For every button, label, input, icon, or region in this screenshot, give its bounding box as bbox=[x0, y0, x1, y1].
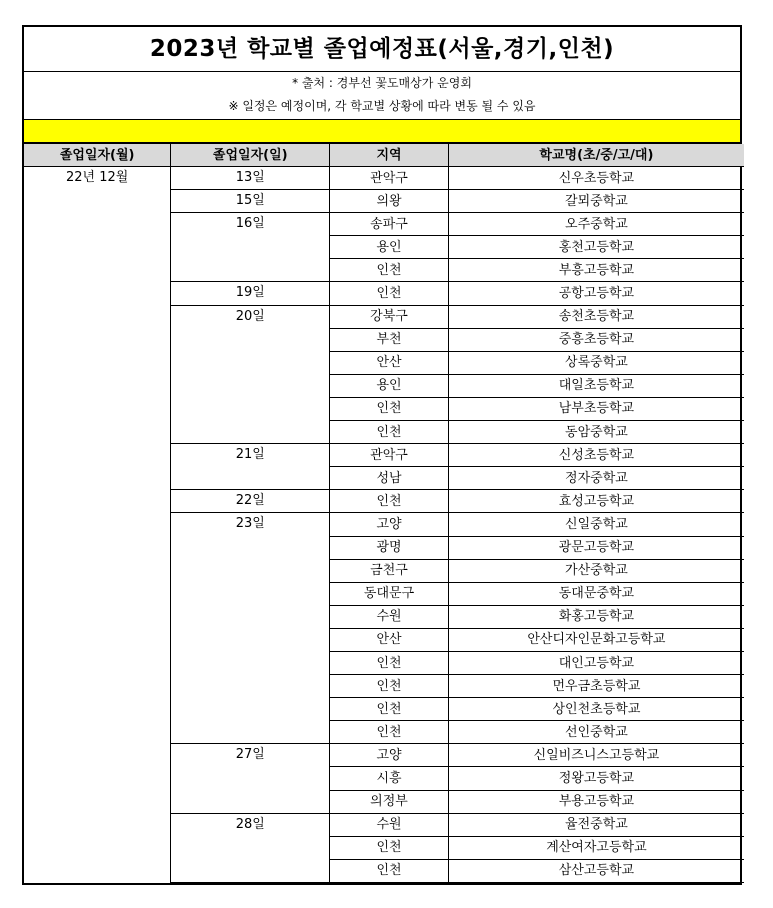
school-cell: 동대문중학교 bbox=[448, 582, 744, 605]
region-cell: 인천 bbox=[330, 721, 449, 744]
region-cell: 인천 bbox=[330, 859, 449, 882]
school-cell: 송천초등학교 bbox=[448, 305, 744, 328]
region-cell: 인천 bbox=[330, 397, 449, 420]
table-wrapper bbox=[22, 144, 742, 885]
region-cell: 부천 bbox=[330, 328, 449, 351]
school-cell: 화홍고등학교 bbox=[448, 605, 744, 628]
day-cell: 15일 bbox=[171, 190, 330, 213]
school-cell: 부흥고등학교 bbox=[448, 259, 744, 282]
school-cell: 효성고등학교 bbox=[448, 490, 744, 513]
region-cell: 금천구 bbox=[330, 559, 449, 582]
yellow-highlight-bar bbox=[24, 120, 740, 142]
school-cell: 상록중학교 bbox=[448, 351, 744, 374]
region-cell: 용인 bbox=[330, 374, 449, 397]
col-header-region: 지역 bbox=[330, 144, 449, 167]
school-cell: 안산디자인문화고등학교 bbox=[448, 628, 744, 651]
school-cell: 중흥초등학교 bbox=[448, 328, 744, 351]
page-title: 2023년 학교별 졸업예정표(서울,경기,인천) bbox=[24, 27, 740, 72]
region-cell: 용인 bbox=[330, 236, 449, 259]
region-cell: 인천 bbox=[330, 259, 449, 282]
school-cell: 남부초등학교 bbox=[448, 397, 744, 420]
school-cell: 먼우금초등학교 bbox=[448, 675, 744, 698]
region-cell: 관악구 bbox=[330, 167, 449, 190]
school-cell: 가산중학교 bbox=[448, 559, 744, 582]
school-cell: 신일중학교 bbox=[448, 513, 744, 536]
region-cell: 수원 bbox=[330, 605, 449, 628]
region-cell: 고양 bbox=[330, 744, 449, 767]
region-cell: 관악구 bbox=[330, 444, 449, 467]
school-cell: 갈뫼중학교 bbox=[448, 190, 744, 213]
region-cell: 수원 bbox=[330, 813, 449, 836]
region-cell: 인천 bbox=[330, 836, 449, 859]
region-cell: 광명 bbox=[330, 536, 449, 559]
col-header-month: 졸업일자(월) bbox=[24, 144, 171, 167]
region-cell: 동대문구 bbox=[330, 582, 449, 605]
region-cell: 안산 bbox=[330, 351, 449, 374]
school-cell: 상인천초등학교 bbox=[448, 698, 744, 721]
col-header-school: 학교명(초/중/고/대) bbox=[448, 144, 744, 167]
day-cell: 22일 bbox=[171, 490, 330, 513]
region-cell: 의왕 bbox=[330, 190, 449, 213]
school-cell: 선인중학교 bbox=[448, 721, 744, 744]
school-cell: 계산여자고등학교 bbox=[448, 836, 744, 859]
region-cell: 의정부 bbox=[330, 790, 449, 813]
school-cell: 신우초등학교 bbox=[448, 167, 744, 190]
day-cell: 20일 bbox=[171, 305, 330, 444]
region-cell: 송파구 bbox=[330, 213, 449, 236]
school-cell: 오주중학교 bbox=[448, 213, 744, 236]
region-cell: 성남 bbox=[330, 467, 449, 490]
region-cell: 안산 bbox=[330, 628, 449, 651]
school-cell: 대일초등학교 bbox=[448, 374, 744, 397]
school-cell: 동암중학교 bbox=[448, 421, 744, 444]
day-cell: 23일 bbox=[171, 513, 330, 744]
region-cell: 인천 bbox=[330, 651, 449, 674]
schedule-sheet bbox=[22, 25, 742, 885]
school-cell: 부용고등학교 bbox=[448, 790, 744, 813]
school-cell: 홍천고등학교 bbox=[448, 236, 744, 259]
col-header-day: 졸업일자(일) bbox=[171, 144, 330, 167]
school-cell: 광문고등학교 bbox=[448, 536, 744, 559]
table-row bbox=[24, 167, 744, 190]
school-cell: 신일비즈니스고등학교 bbox=[448, 744, 744, 767]
day-cell: 21일 bbox=[171, 444, 330, 490]
region-cell: 강북구 bbox=[330, 305, 449, 328]
school-cell: 공항고등학교 bbox=[448, 282, 744, 305]
school-cell: 대인고등학교 bbox=[448, 651, 744, 674]
table-body bbox=[24, 167, 744, 883]
source-note: * 출처 : 경부선 꽃도매상가 운영회 bbox=[292, 76, 472, 90]
schedule-table bbox=[24, 144, 744, 883]
day-cell: 13일 bbox=[171, 167, 330, 190]
header-row bbox=[24, 144, 744, 167]
region-cell: 인천 bbox=[330, 698, 449, 721]
school-cell: 율전중학교 bbox=[448, 813, 744, 836]
region-cell: 인천 bbox=[330, 282, 449, 305]
month-cell: 22년 12월 bbox=[24, 167, 171, 883]
region-cell: 인천 bbox=[330, 421, 449, 444]
school-cell: 삼산고등학교 bbox=[448, 859, 744, 882]
day-cell: 16일 bbox=[171, 213, 330, 282]
region-cell: 시흥 bbox=[330, 767, 449, 790]
day-cell: 27일 bbox=[171, 744, 330, 813]
day-cell: 28일 bbox=[171, 813, 330, 882]
region-cell: 고양 bbox=[330, 513, 449, 536]
school-cell: 신성초등학교 bbox=[448, 444, 744, 467]
region-cell: 인천 bbox=[330, 490, 449, 513]
header-box bbox=[22, 25, 742, 144]
day-cell: 19일 bbox=[171, 282, 330, 305]
notes-block bbox=[24, 72, 740, 120]
disclaimer-note: ※ 일정은 예정이며, 각 학교별 상황에 따라 변동 될 수 있음 bbox=[228, 99, 536, 113]
region-cell: 인천 bbox=[330, 675, 449, 698]
school-cell: 정자중학교 bbox=[448, 467, 744, 490]
school-cell: 정왕고등학교 bbox=[448, 767, 744, 790]
